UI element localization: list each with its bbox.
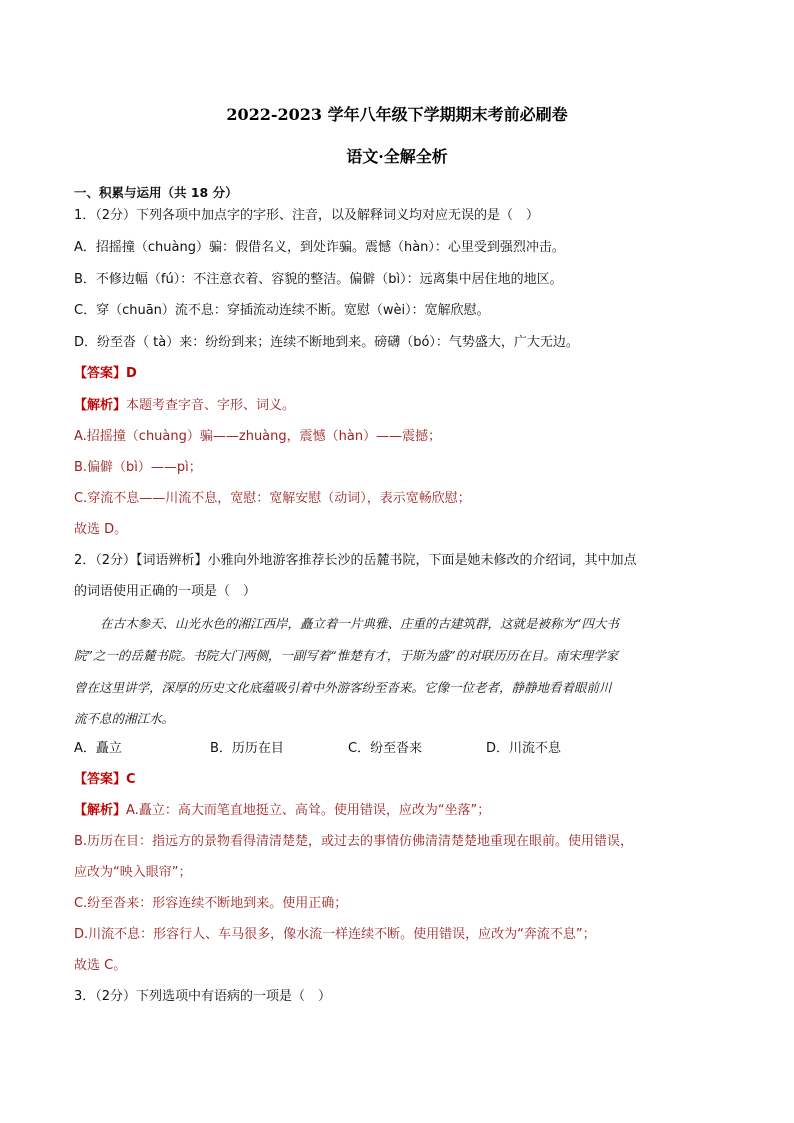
q2-explanation-b-line2: 应改为“映入眼帘”； [74,865,192,880]
q2-explanation-c: C.纷至沓来：形容连续不断地到来。使用正确； [74,896,348,911]
q1-explanation-b: B.偏僻（bì）——pì； [74,460,202,475]
q2-conclusion: 故选 C。 [74,958,127,973]
q1-option-a: A．招摇撞（chuàng）骗：假借名义，到处诈骗。震憾（hàn）：心里受到强烈冲击。 [74,240,565,255]
analysis-text: 本题考查字音、字形、词义。 [126,398,296,413]
answer-tag: 【答案】 [74,366,127,381]
q2-stem-line2: 的词语使用正确的一项是（ ） [74,584,257,599]
answer-value: D [126,366,137,381]
q2-stem-line1: 2．（2分）【词语辨析】小雅向外地游客推荐长沙的岳麓书院，下面是她未修改的介绍词，其中加点 [74,553,637,568]
q1-option-d: D．纷至沓（ tà）来：纷纷到来；连续不断地到来。磅礴（bó）：气势盛大，广大无边。 [74,335,579,350]
q2-passage-line3: 曾在这里讲学，深厚的历史文化底蕴吸引着中外游客纷至沓来。它像一位老者，静静地看着眼前川 [74,680,612,695]
q2-answer [74,770,734,790]
q1-answer [74,364,734,384]
document-title: 2022-2023 学年八年级下学期期末考前必刷卷 [226,105,568,124]
q1-explanation-c: C.穿流不息——川流不息，宽慰：宽解安慰（动词），表示宽畅欣慰； [74,491,471,506]
q1-analysis [74,396,734,416]
document-subtitle: 语文·全解全析 [346,147,448,166]
q2-analysis [74,801,734,821]
q2-option-c: C．纷至沓来 [348,741,423,756]
answer-value: C [126,772,136,787]
analysis-tag: 【解析】 [74,398,127,413]
q3-stem: 3．（2分）下列选项中有语病的一项是（ ） [74,989,332,1004]
q1-option-b: B．不修边幅（fú）：不注意衣着、容貌的整洁。偏僻（bì）：远离集中居住地的地区。 [74,272,563,287]
q2-option-d: D．川流不息 [486,741,562,756]
q2-option-a: A．矗立 [74,741,122,756]
q2-explanation-b-line1: B.历历在目：指远方的景物看得清清楚楚，或过去的事情仿佛清清楚楚地重现在眼前。使用错误， [74,834,634,849]
answer-tag: 【答案】 [74,772,127,787]
q1-conclusion: 故选 D。 [74,522,128,537]
q1-explanation-a: A.招摇撞（chuàng）骗——zhuàng，震憾（hàn）——震撼； [74,429,442,444]
section-heading: 一、积累与运用（共 18 分） [74,185,238,200]
explanation-a: A.矗立：高大而笔直地挺立、高耸。使用错误，应改为“坐落”； [126,803,491,818]
q2-passage-line4: 流不息的湘江水。 [74,711,175,726]
q2-passage-line2: 院”之一的岳麓书院。书院大门两侧，一副写着“惟楚有才，于斯为盛”的对联历历在目。南宋理学家 [74,648,619,663]
q2-explanation-d: D.川流不息：形容行人、车马很多，像水流一样连续不断。使用错误，应改为“奔流不息”； [74,927,596,942]
q1-stem: 1．（2分）下列各项中加点字的字形、注音，以及解释词义均对应无误的是（ ） [74,208,540,223]
q1-option-c: C．穿（chuān）流不息：穿插流动连续不断。宽慰（wèi）：宽解欣慰。 [74,303,490,318]
analysis-tag: 【解析】 [74,803,127,818]
q2-option-b: B．历历在目 [210,741,284,756]
q2-passage-line1: 在古木参天、山光水色的湘江西岸，矗立着一片典雅、庄重的古建筑群，这就是被称为“四大书 [100,616,619,631]
